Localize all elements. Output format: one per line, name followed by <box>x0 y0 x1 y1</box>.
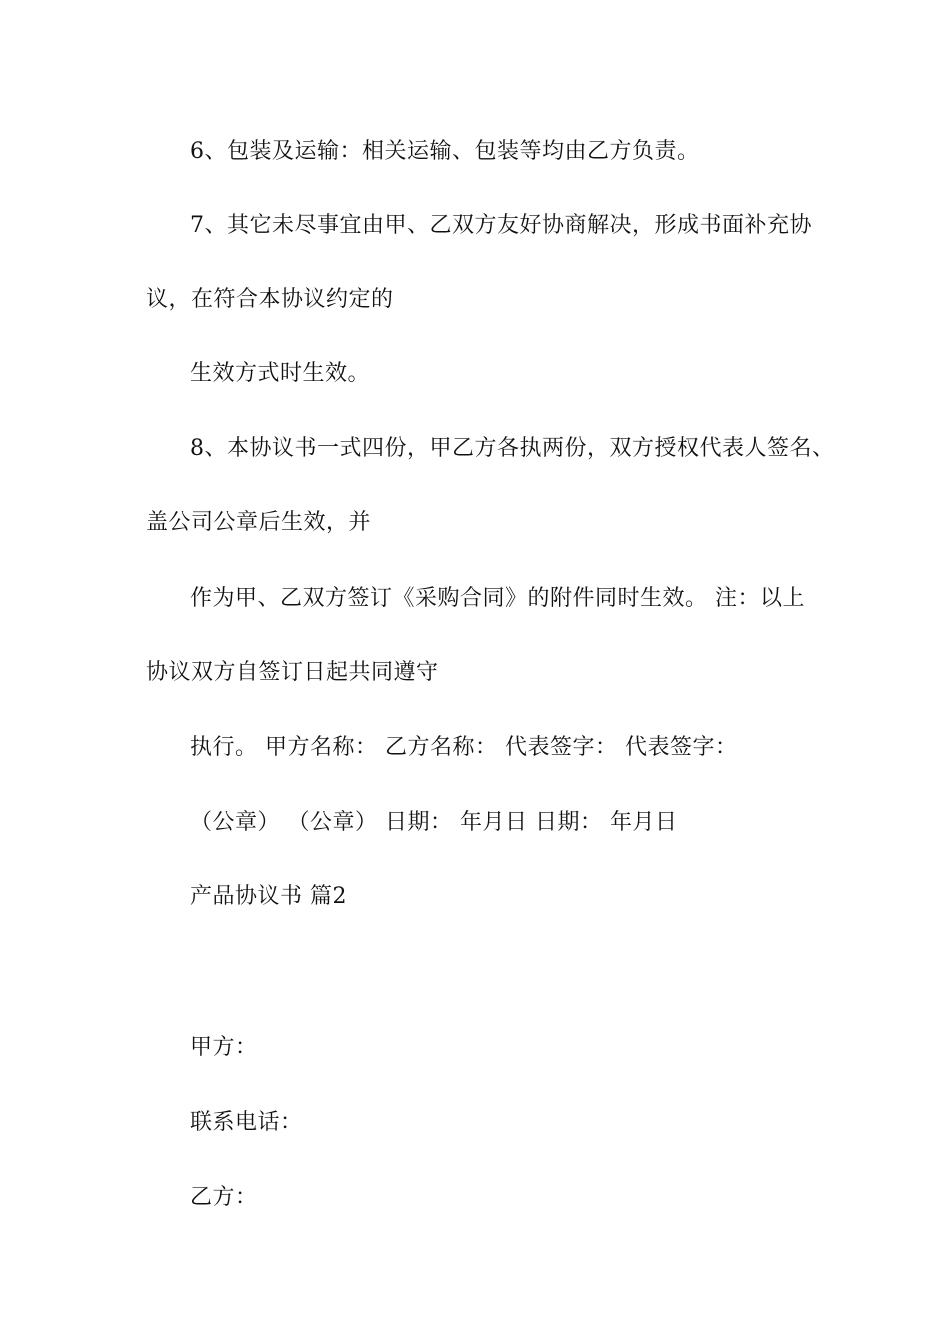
clause-8-line-2: 盖公司公章后生效，并 <box>146 510 372 535</box>
clause-7-line-2: 议，在符合本协议约定的 <box>146 287 394 312</box>
seal-date-line: （公章） （公章） 日期： 年月日 日期： 年月日 <box>190 810 678 835</box>
signature-names-line: 执行。 甲方名称： 乙方名称： 代表签字： 代表签字： <box>190 735 738 760</box>
phone-label: 联系电话： <box>190 1110 303 1135</box>
clause-8-line-1: 8、本协议书一式四份，甲乙方各执两份，双方授权代表人签名、 <box>190 436 835 461</box>
party-b-label: 乙方： <box>190 1185 258 1210</box>
clause-8-line-3: 作为甲、乙双方签订《采购合同》的附件同时生效。 注：以上 <box>190 586 805 611</box>
clause-6-line: 6、包装及运输：相关运输、包装等均由乙方负责。 <box>190 139 700 164</box>
clause-7-line-1: 7、其它未尽事宜由甲、乙双方友好协商解决，形成书面补充协 <box>190 213 812 238</box>
section-heading: 产品协议书 篇2 <box>190 884 347 909</box>
clause-8-line-4: 协议双方自签订日起共同遵守 <box>146 660 439 685</box>
clause-7-line-3: 生效方式时生效。 <box>190 361 371 386</box>
party-a-label: 甲方： <box>190 1035 258 1060</box>
